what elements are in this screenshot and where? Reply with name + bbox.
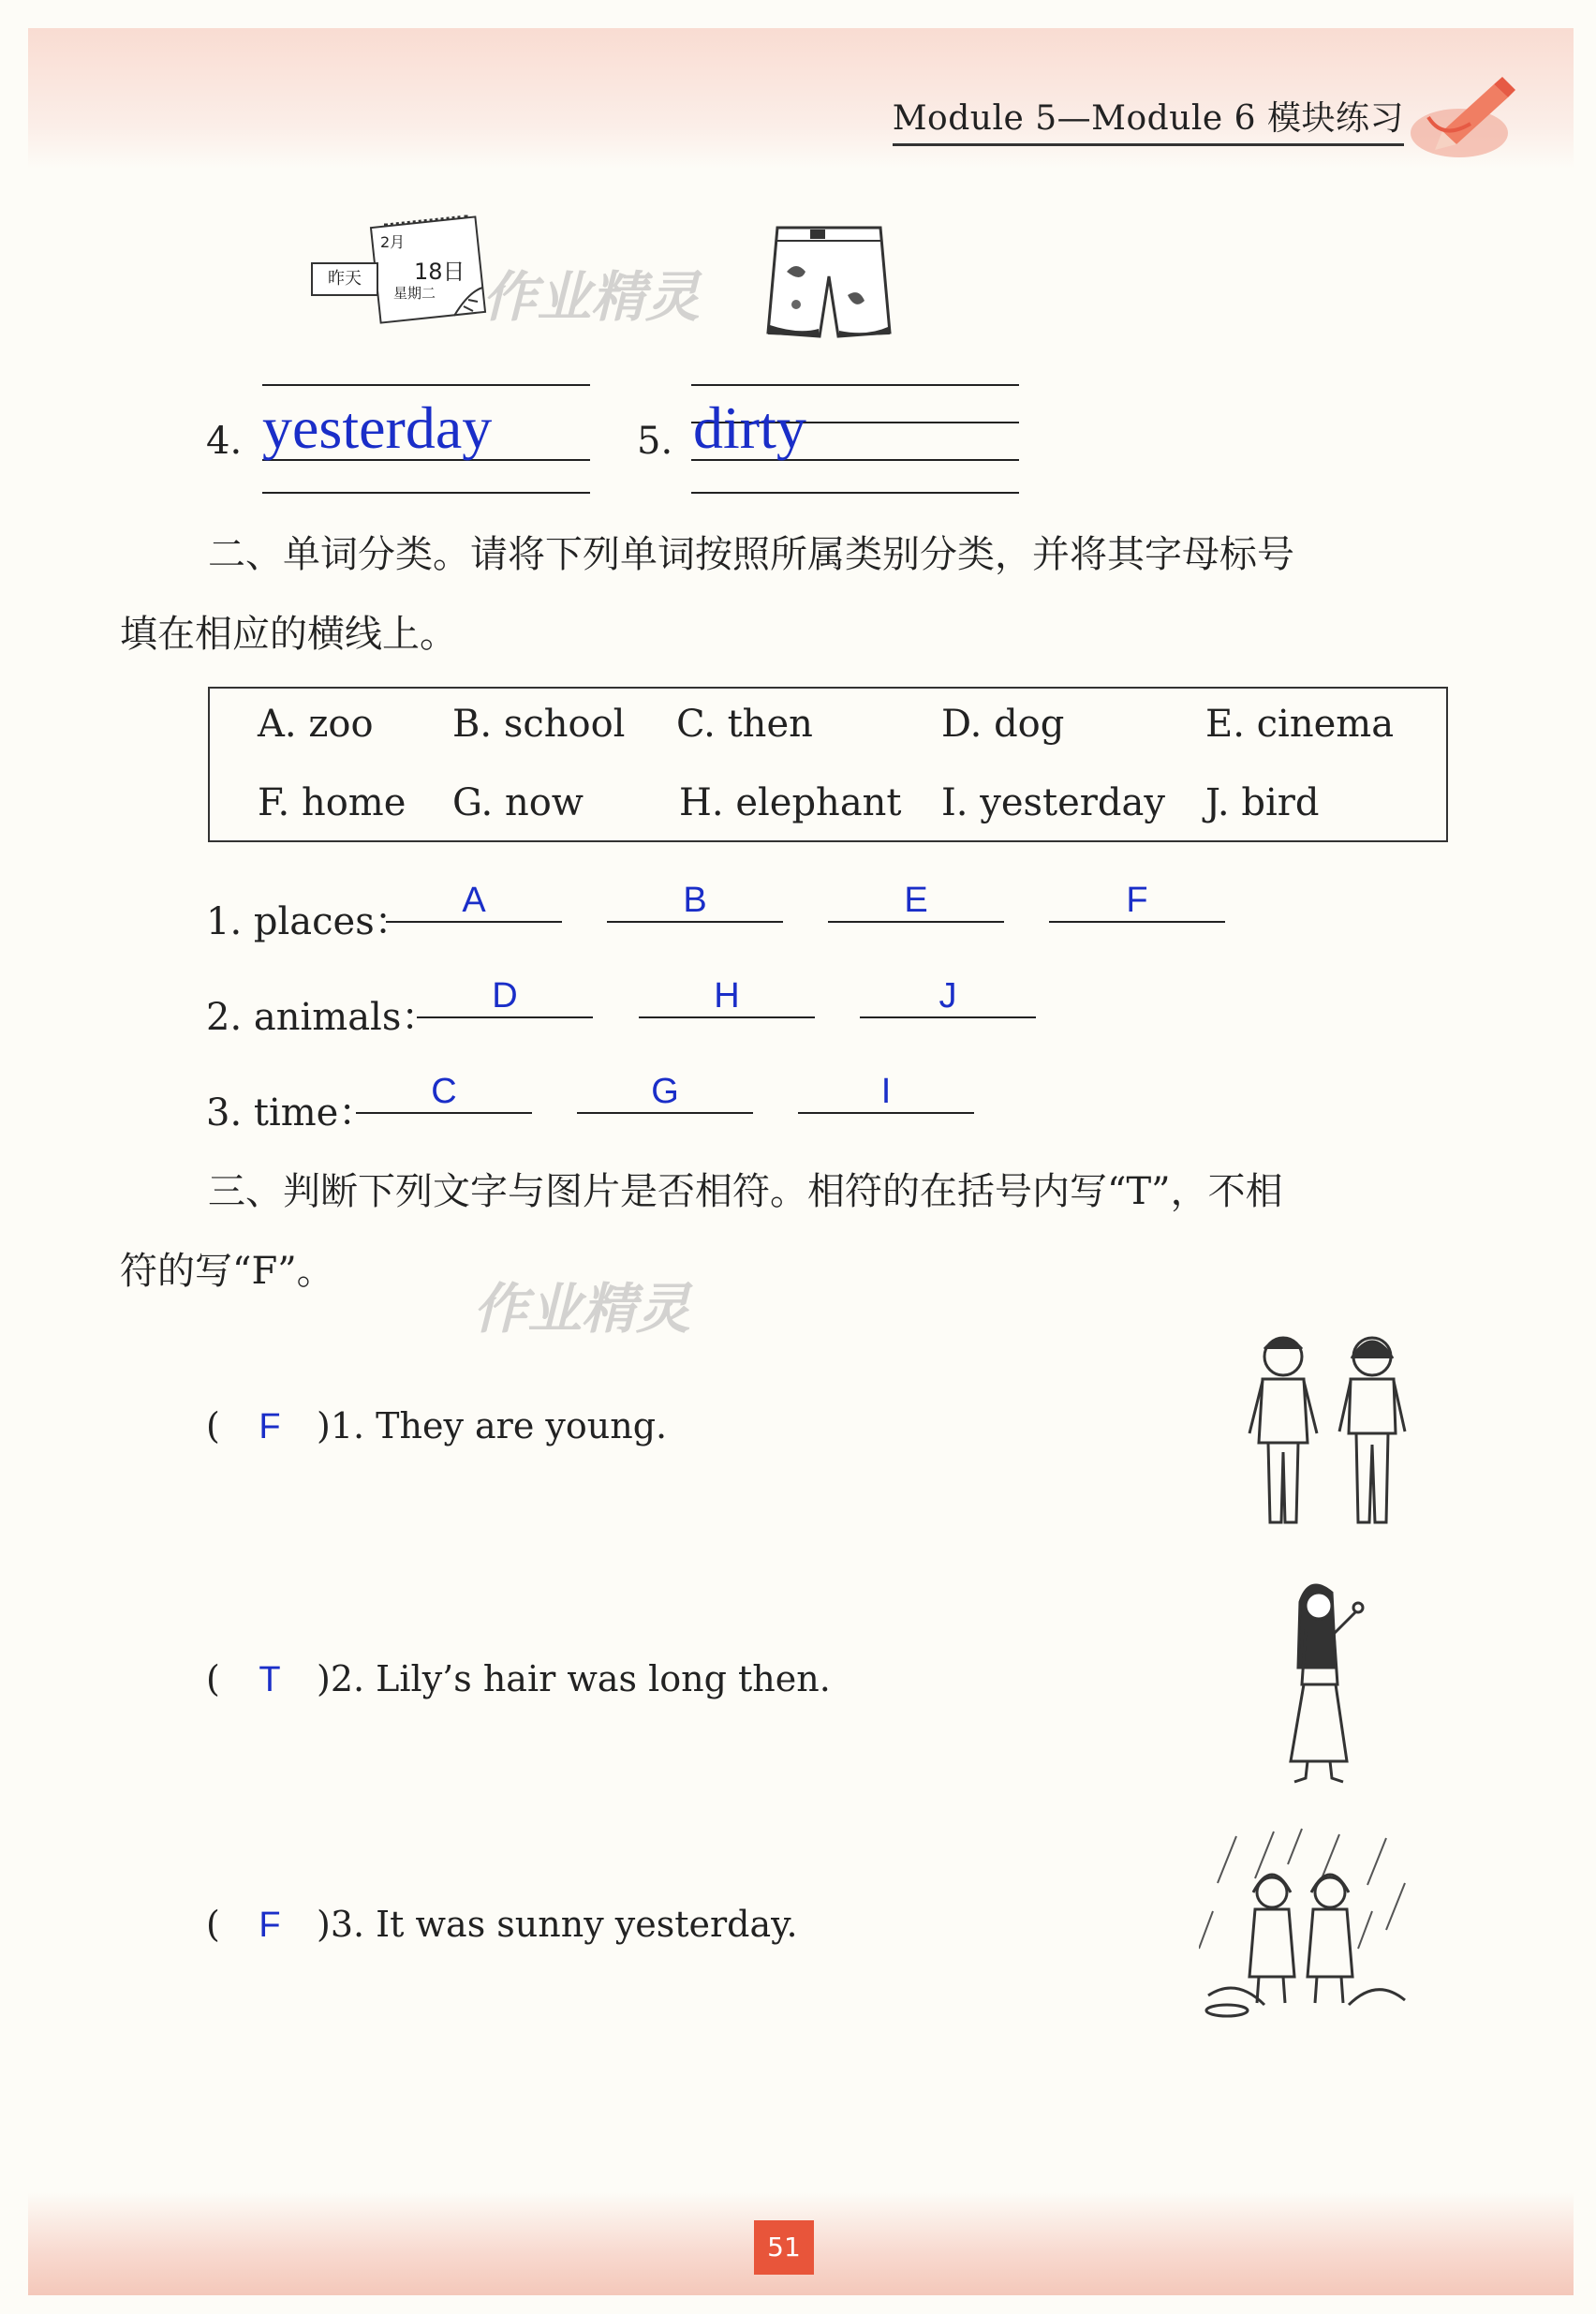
word-bank-item: J. bird	[1205, 781, 1320, 824]
watermark: 作业精灵	[473, 1277, 691, 1341]
two-adults-illustration	[1236, 1321, 1424, 1536]
answer-dirty: dirty	[693, 394, 806, 461]
answer-blank: G	[577, 1072, 753, 1114]
word-bank-item: E. cinema	[1205, 703, 1395, 746]
question-number: 4.	[206, 420, 243, 463]
question-number: 5.	[637, 420, 673, 463]
word-bank-item: B. school	[452, 703, 626, 746]
answer-blank: B	[607, 881, 783, 923]
calendar-illustration: 2月 18日 星期二 昨天	[309, 217, 487, 330]
guide-line	[262, 384, 590, 386]
category-label-animals: 2. animals：	[206, 996, 439, 1039]
page-header-title: Module 5—Module 6 模块练习	[893, 92, 1404, 146]
guide-line	[262, 492, 590, 494]
word-bank-item: H. elephant	[679, 781, 902, 824]
open-paren: (	[206, 1405, 220, 1446]
category-label-places: 1. places：	[206, 900, 412, 943]
statement-2: )2. Lily’s hair was long then.	[317, 1658, 831, 1699]
word-bank-item: I. yesterday	[941, 781, 1165, 824]
open-paren: (	[206, 1904, 220, 1945]
answer-blank: J	[860, 976, 1036, 1018]
answer-blank: H	[639, 976, 815, 1018]
category-label-time: 3. time：	[206, 1091, 377, 1135]
page-number: 51	[754, 2220, 814, 2275]
open-paren: (	[206, 1658, 220, 1699]
answer-blank: A	[386, 881, 562, 923]
guide-line	[691, 492, 1019, 494]
answer-blank: C	[356, 1072, 532, 1114]
part3-instruction: 三、判断下列文字与图片是否相符。相符的在括号内写“T”，不相	[208, 1170, 1283, 1213]
rainy-day-illustration	[1199, 1827, 1414, 2024]
judgement-answer: F	[259, 1906, 281, 1945]
answer-blank: E	[828, 881, 1004, 923]
part2-instruction: 二、单词分类。请将下列单词按照所属类别分类，并将其字母标号	[208, 533, 1294, 576]
guide-line	[691, 384, 1019, 386]
word-bank-item: D. dog	[941, 703, 1065, 746]
answer-yesterday: yesterday	[262, 394, 493, 461]
judgement-answer: T	[259, 1660, 281, 1699]
word-bank-item: G. now	[452, 781, 584, 824]
statement-1: )1. They are young.	[317, 1405, 668, 1446]
answer-blank: D	[417, 976, 593, 1018]
answer-blank: F	[1049, 881, 1225, 923]
pencil-icon	[1405, 66, 1527, 169]
word-bank-item: C. then	[676, 703, 813, 746]
dirty-shorts-illustration	[759, 220, 899, 347]
judgement-answer: F	[259, 1407, 281, 1446]
statement-3: )3. It was sunny yesterday.	[317, 1904, 798, 1945]
part2-instruction-cont: 填在相应的横线上。	[120, 613, 457, 656]
watermark: 作业精灵	[482, 265, 701, 329]
answer-blank: I	[798, 1072, 974, 1114]
word-bank-item: A. zoo	[258, 703, 374, 746]
part3-instruction-cont: 符的写“F”。	[120, 1250, 334, 1293]
long-hair-girl-illustration	[1274, 1574, 1377, 1789]
word-bank-item: F. home	[258, 781, 406, 824]
